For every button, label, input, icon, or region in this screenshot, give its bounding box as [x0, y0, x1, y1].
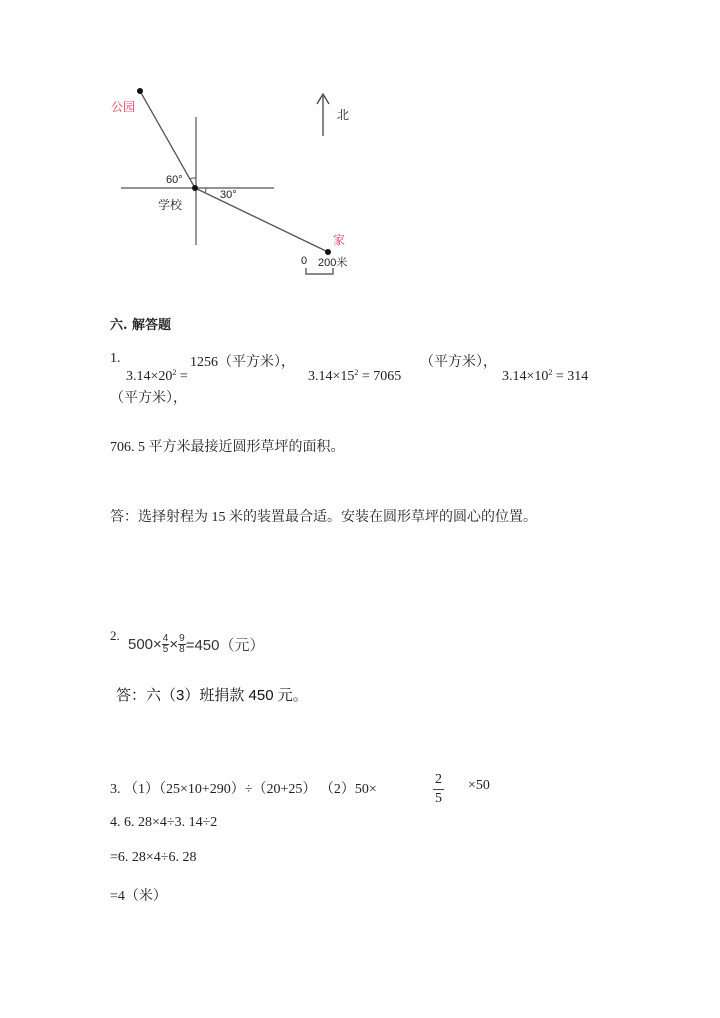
q2-answer: 答：六（3）班捐款 450 元。	[116, 687, 308, 704]
q1-expr-3-exp: 2	[548, 368, 553, 377]
q1-answer: 答：选择射程为 15 米的装置最合适。安装在圆形草坪的圆心的位置。	[110, 510, 537, 525]
q1-expr-1-tail: =	[176, 369, 188, 384]
q1-number: 1.	[110, 351, 121, 366]
q2-expr-end: =450（元）	[185, 637, 265, 654]
q2-expr-start: 500×	[128, 636, 162, 653]
q1-expr-2-tail: = 7065	[358, 369, 402, 384]
q1-expr-3	[502, 369, 588, 385]
park-label: 公园	[111, 100, 136, 114]
q1-expr-1-base: 3.14×20	[126, 369, 173, 384]
direction-diagram	[0, 0, 720, 300]
q2-fraction-1-num: 4	[162, 633, 169, 644]
section-title: 六. 解答题	[110, 318, 172, 333]
q1-conclusion: 706. 5 平方米最接近圆形草坪的面积。	[110, 440, 345, 455]
q3-fraction-den: 5	[435, 791, 442, 806]
q1-expr-2-base: 3.14×15	[308, 369, 355, 384]
north-label: 北	[337, 108, 350, 122]
q2-times: ×	[169, 636, 179, 653]
scale-zero-label: 0	[301, 255, 308, 267]
park-dot	[137, 88, 143, 94]
angle-arc-30	[205, 188, 206, 193]
q1-unit-line: （平方米），	[110, 391, 187, 406]
q3-fraction-num: 2	[433, 773, 444, 790]
school-label: 学校	[158, 198, 183, 212]
q1-expr-2	[308, 369, 401, 385]
q2-expression	[128, 634, 264, 655]
q1-expr-3-tail: = 314	[552, 369, 589, 384]
q2-fraction-2-den: 8	[179, 644, 185, 655]
q1-expr-2-exp: 2	[354, 368, 359, 377]
q2-fraction-1-den: 5	[162, 644, 169, 655]
q2-number: 2.	[110, 628, 120, 643]
q3-fraction	[433, 773, 444, 806]
q4-line-2: =6. 28×4÷6. 28	[110, 850, 197, 865]
q1-expr-1-exp: 2	[172, 368, 177, 377]
q4-line-3: =4（米）	[110, 889, 167, 904]
q3-text-end: ×50	[468, 778, 490, 793]
q3-text-start: 3. （1）（25×10+290）÷（20+25） （2）50×	[110, 782, 377, 797]
q1-value-1256: 1256（平方米），	[190, 355, 295, 370]
q1-unit-2: （平方米），	[420, 355, 497, 370]
angle-arc-60	[190, 178, 196, 179]
q2-fraction-2	[178, 634, 186, 655]
home-label: 家	[333, 233, 346, 247]
q1-expr-3-base: 3.14×10	[502, 369, 549, 384]
scale-length-label: 200米	[318, 257, 348, 269]
q1-expr-1	[126, 369, 188, 385]
q4-line-1: 4. 6. 28×4÷3. 14÷2	[110, 815, 218, 830]
school-dot	[192, 185, 198, 191]
angle-30-label: 30°	[220, 189, 237, 201]
angle-60-label: 60°	[166, 174, 183, 186]
home-route-line	[195, 188, 328, 252]
q2-fraction-2-num: 9	[179, 633, 185, 644]
